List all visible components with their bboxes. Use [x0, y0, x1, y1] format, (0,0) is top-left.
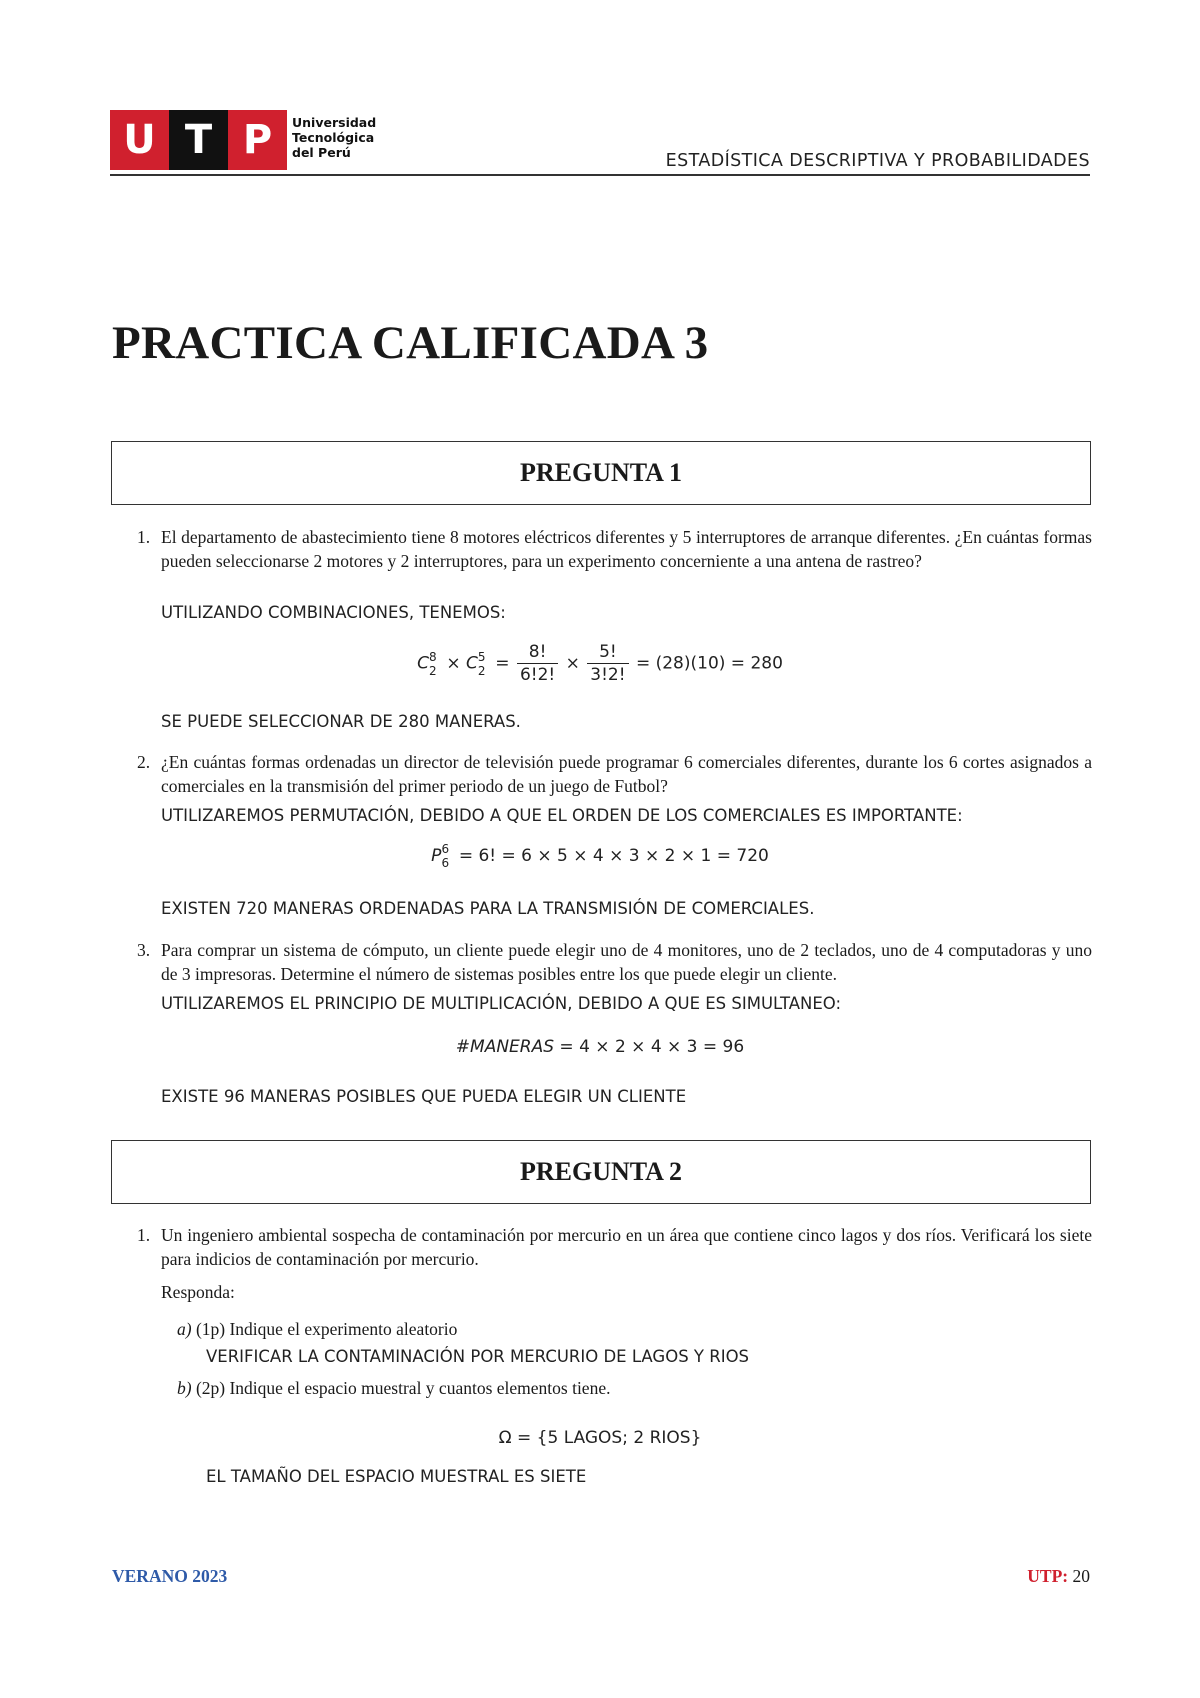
formula-result: = 6! = 6 × 5 × 4 × 3 × 2 × 1 = 720: [453, 846, 769, 866]
course-title: ESTADÍSTICA DESCRIPTIVA Y PROBABILIDADES: [665, 151, 1090, 171]
university-name-line: Universidad: [292, 115, 377, 130]
question-item: [137, 750, 1092, 798]
multiplication-formula: [0, 1037, 1200, 1057]
formula-superscript: 5: [477, 649, 486, 664]
formula-operator: ×: [565, 653, 580, 674]
footer-term: VERANO 2023: [112, 1566, 228, 1586]
logo-letter-u: U: [110, 110, 169, 170]
university-name: [292, 115, 376, 160]
question-item: [137, 938, 1092, 986]
method-text: UTILIZANDO COMBINACIONES, TENEMOS:: [161, 603, 506, 622]
permutation-formula: [0, 842, 1200, 870]
item-number: 2.: [137, 752, 151, 772]
item-number: 3.: [137, 940, 151, 960]
formula-symbol: C: [417, 653, 429, 674]
pregunta-2-heading: PREGUNTA 2: [111, 1140, 1091, 1204]
fraction: [587, 641, 628, 686]
fraction-denominator: 6!2!: [519, 665, 556, 685]
question-item: [137, 1223, 1092, 1271]
sub-question-text: (1p) Indique el experimento aleatorio: [195, 1319, 458, 1339]
formula-scripts: [441, 842, 453, 870]
formula-subscript: 2: [428, 663, 437, 678]
fraction-numerator: 8!: [517, 641, 558, 664]
question-item: [137, 525, 1092, 573]
university-name-line: Tecnológica: [292, 130, 375, 145]
formula-scripts: [428, 649, 441, 678]
formula-operator: =: [495, 653, 510, 674]
sub-question-a: [177, 1319, 457, 1340]
sub-question-label: b): [177, 1378, 192, 1398]
logo-letter-p: P: [228, 110, 287, 170]
formula-scripts: [477, 649, 490, 678]
formula-subscript: 6: [441, 856, 450, 870]
utp-logo: [110, 110, 287, 170]
sample-space-formula: Ω = {5 LAGOS; 2 RIOS}: [498, 1428, 702, 1448]
conclusion-text: SE PUEDE SELECCIONAR DE 280 MANERAS.: [161, 712, 521, 731]
logo-letter-t: T: [169, 110, 228, 170]
page-number: 20: [1072, 1566, 1090, 1586]
question-text: ¿En cuántas formas ordenadas un director de televisión puede programar 6 comerciales diferentes, durante los 6 cortes asignados a comerciales en la transmisión del primer periodo de un juego de Futbol?: [161, 752, 1092, 796]
sub-question-text: (2p) Indique el espacio muestral y cuantos elementos tiene.: [195, 1378, 611, 1398]
formula-subscript: 2: [477, 663, 486, 678]
sub-answer-b: EL TAMAÑO DEL ESPACIO MUESTRAL ES SIETE: [206, 1467, 587, 1486]
formula-operator: ×: [446, 653, 461, 674]
combination-formula: [0, 641, 1200, 686]
fraction-denominator: 3!2!: [590, 665, 626, 685]
sub-question-b: [177, 1378, 610, 1399]
formula-symbol: C: [466, 653, 478, 674]
sub-question-label: a): [177, 1319, 192, 1339]
formula-result: = 4 × 2 × 4 × 3 = 96: [554, 1037, 745, 1057]
fraction: [517, 641, 558, 686]
question-text: Un ingeniero ambiental sospecha de contaminación por mercurio en un área que contiene cinco lagos y dos ríos. Verificará los siete para indicios de contaminación por mercurio.: [161, 1225, 1092, 1269]
footer-page-info: [1027, 1566, 1090, 1587]
header-divider: [110, 174, 1090, 176]
conclusion-text: EXISTE 96 MANERAS POSIBLES QUE PUEDA ELEGIR UN CLIENTE: [161, 1087, 687, 1106]
document-title: PRACTICA CALIFICADA 3: [112, 317, 709, 369]
pregunta-1-heading: PREGUNTA 1: [111, 441, 1091, 505]
method-text: UTILIZAREMOS EL PRINCIPIO DE MULTIPLICACIÓN, DEBIDO A QUE ES SIMULTANEO:: [161, 994, 842, 1013]
question-text: Para comprar un sistema de cómputo, un cliente puede elegir uno de 4 monitores, uno de 2 teclados, uno de 4 computadoras y uno de 3 impresoras. Determine el número de sistemas posibles entre los que puede elegir un cliente.: [161, 940, 1092, 984]
formula-superscript: 8: [428, 649, 437, 664]
formula-result: = (28)(10) = 280: [635, 653, 783, 674]
sub-answer-a: VERIFICAR LA CONTAMINACIÓN POR MERCURIO DE LAGOS Y RIOS: [206, 1347, 750, 1366]
formula-symbol: P: [431, 846, 442, 866]
item-number: 1.: [137, 527, 151, 547]
method-text: UTILIZAREMOS PERMUTACIÓN, DEBIDO A QUE EL ORDEN DE LOS COMERCIALES ES IMPORTANTE:: [161, 806, 963, 825]
footer-brand: UTP:: [1027, 1566, 1069, 1586]
prompt-text: Responda:: [161, 1282, 235, 1302]
formula-superscript: 6: [441, 842, 450, 856]
item-number: 1.: [137, 1225, 151, 1245]
question-text: El departamento de abastecimiento tiene 8 motores eléctricos diferentes y 5 interruptores de arranque diferentes. ¿En cuántas formas pueden seleccionarse 2 motores y 2 interruptores, para un experimento concerniente a una antena de rastreo?: [161, 527, 1092, 571]
university-name-line: del Perú: [292, 145, 351, 160]
conclusion-text: EXISTEN 720 MANERAS ORDENADAS PARA LA TRANSMISIÓN DE COMERCIALES.: [161, 899, 815, 918]
formula-lhs: #MANERAS: [455, 1037, 555, 1057]
fraction-numerator: 5!: [587, 641, 628, 664]
